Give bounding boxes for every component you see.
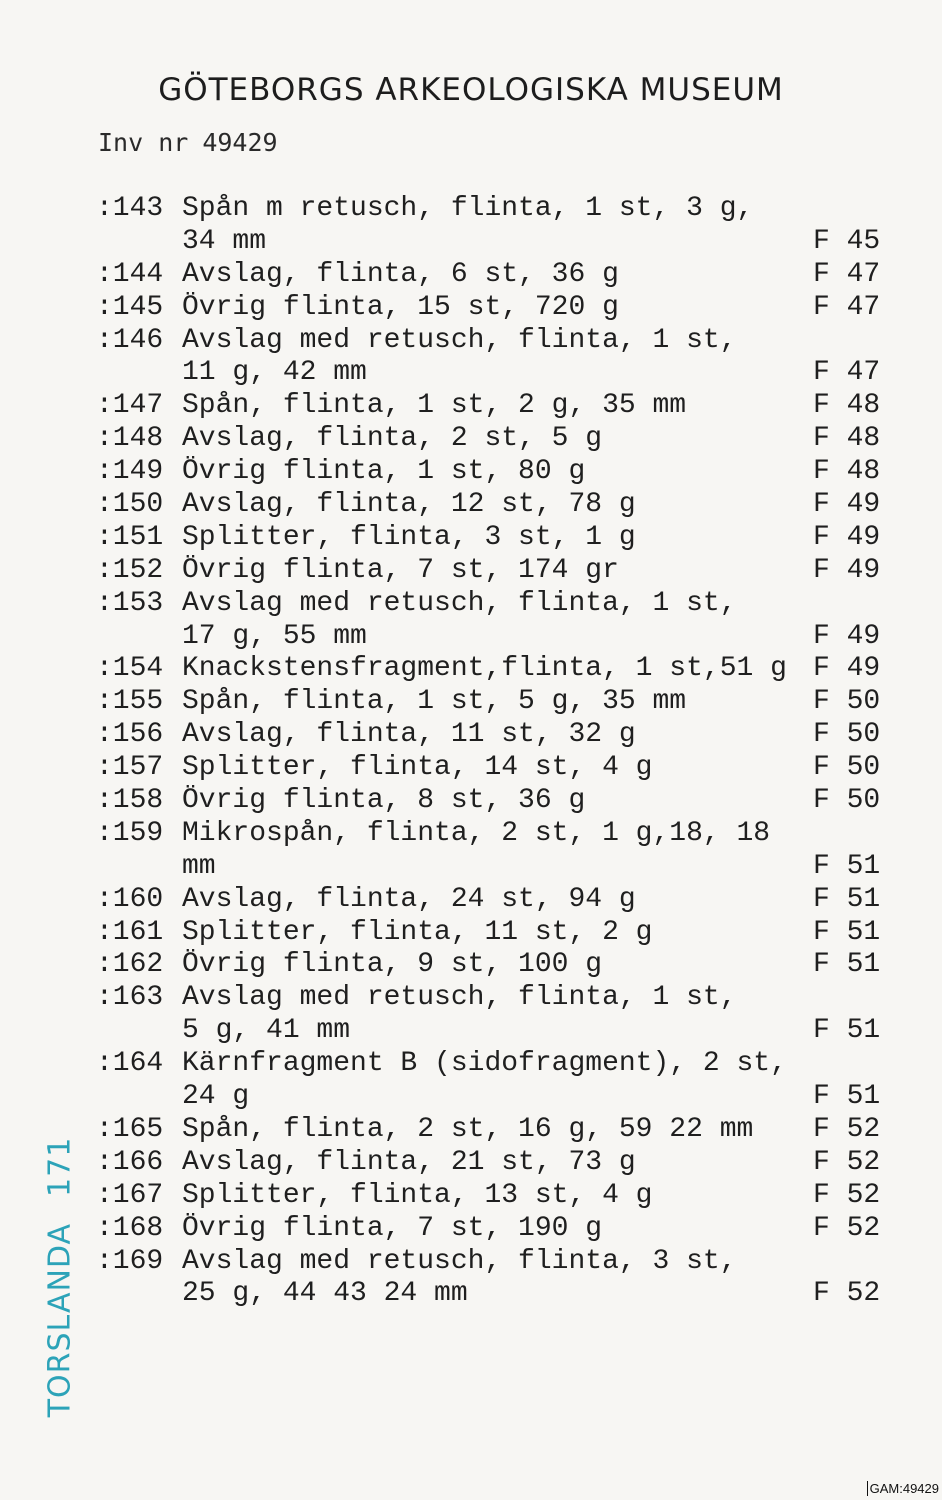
item-description: 11 g, 42 mm	[182, 357, 367, 389]
item-find-number: F 51	[813, 1015, 881, 1047]
list-item	[96, 390, 896, 423]
item-number: :143	[96, 193, 164, 224]
item-find-number: F 51	[813, 1081, 881, 1113]
item-find-number: F 47	[813, 258, 881, 290]
item-find-number: F 50	[813, 785, 881, 817]
list-item	[96, 259, 896, 292]
item-number: :167	[96, 1179, 164, 1211]
item-number: :168	[96, 1212, 164, 1244]
item-description: Övrig flinta, 9 st, 100 g	[182, 949, 603, 981]
list-item	[96, 423, 896, 456]
item-number: :150	[96, 489, 164, 521]
item-find-number: F 51	[813, 850, 881, 882]
list-item	[96, 653, 896, 686]
item-number: :151	[96, 521, 164, 553]
item-number: :146	[96, 324, 164, 356]
list-item	[96, 785, 896, 818]
inventory-value: 49429	[202, 128, 278, 157]
item-description: Spån, flinta, 1 st, 2 g, 35 mm	[182, 390, 687, 422]
list-item	[96, 752, 896, 785]
item-description: Övrig flinta, 15 st, 720 g	[182, 291, 619, 323]
item-find-number: F 52	[813, 1113, 881, 1145]
item-find-number: F 45	[813, 225, 881, 257]
item-number: :145	[96, 291, 164, 323]
item-number: :169	[96, 1245, 164, 1277]
item-description: Splitter, flinta, 11 st, 2 g	[182, 916, 653, 948]
item-find-number: F 51	[813, 916, 881, 948]
item-find-number: F 49	[813, 620, 881, 652]
item-number: :160	[96, 883, 164, 915]
list-item	[96, 1213, 896, 1246]
item-list	[96, 193, 896, 1311]
item-number: :158	[96, 785, 164, 817]
archive-reference: GAM:49429	[867, 1481, 939, 1496]
item-description: 24 g	[182, 1081, 250, 1113]
item-find-number: F 50	[813, 719, 881, 751]
list-item	[96, 1147, 896, 1180]
item-description: Mikrospån, flinta, 2 st, 1 g,18, 18	[182, 817, 771, 849]
item-find-number: F 49	[813, 554, 881, 586]
item-number: :153	[96, 587, 164, 619]
list-item	[96, 555, 896, 588]
item-find-number: F 50	[813, 752, 881, 784]
list-item	[96, 1246, 896, 1279]
side-note-place: TORSLANDA	[42, 1222, 78, 1418]
list-item	[96, 522, 896, 555]
item-description: Kärnfragment B (sidofragment), 2 st,	[182, 1048, 787, 1080]
item-number: :161	[96, 916, 164, 948]
list-item	[96, 1015, 896, 1048]
item-number: :152	[96, 554, 164, 586]
list-item	[96, 719, 896, 752]
list-item	[96, 193, 896, 226]
item-description: Splitter, flinta, 13 st, 4 g	[182, 1179, 653, 1211]
item-find-number: F 50	[813, 686, 881, 718]
item-find-number: F 52	[813, 1278, 881, 1310]
item-find-number: F 52	[813, 1212, 881, 1244]
list-item	[96, 588, 896, 621]
item-description: Övrig flinta, 7 st, 190 g	[182, 1212, 603, 1244]
item-find-number: F 51	[813, 883, 881, 915]
item-description: Övrig flinta, 8 st, 36 g	[182, 785, 586, 817]
list-item	[96, 818, 896, 851]
list-item	[96, 1081, 896, 1114]
list-item	[96, 1048, 896, 1081]
list-item	[96, 1114, 896, 1147]
item-number: :166	[96, 1146, 164, 1178]
item-find-number: F 48	[813, 390, 881, 422]
list-item	[96, 357, 896, 390]
list-item	[96, 851, 896, 884]
item-description: 17 g, 55 mm	[182, 620, 367, 652]
item-number: :162	[96, 949, 164, 981]
item-find-number: F 49	[813, 653, 881, 685]
inventory-number	[98, 128, 292, 157]
item-description: Avslag, flinta, 2 st, 5 g	[182, 423, 603, 455]
item-description: Spån, flinta, 2 st, 16 g, 59 22 mm	[182, 1113, 754, 1145]
item-description: Spån, flinta, 1 st, 5 g, 35 mm	[182, 686, 687, 718]
item-description: mm	[182, 850, 216, 882]
item-description: Spån m retusch, flinta, 1 st, 3 g,	[182, 193, 754, 224]
item-number: :148	[96, 423, 164, 455]
item-find-number: F 52	[813, 1146, 881, 1178]
item-find-number: F 51	[813, 949, 881, 981]
list-item	[96, 226, 896, 259]
item-number: :156	[96, 719, 164, 751]
list-item	[96, 884, 896, 917]
item-number: :155	[96, 686, 164, 718]
item-description: 34 mm	[182, 225, 267, 257]
item-number: :163	[96, 982, 164, 1014]
item-description: Avslag, flinta, 11 st, 32 g	[182, 719, 636, 751]
item-number: :147	[96, 390, 164, 422]
item-number: :149	[96, 456, 164, 488]
list-item	[96, 325, 896, 358]
list-item	[96, 489, 896, 522]
inventory-label: Inv nr	[98, 128, 189, 157]
item-find-number: F 48	[813, 456, 881, 488]
item-description: Splitter, flinta, 3 st, 1 g	[182, 521, 636, 553]
item-description: Splitter, flinta, 14 st, 4 g	[182, 752, 653, 784]
item-description: Avslag med retusch, flinta, 1 st,	[182, 324, 737, 356]
list-item	[96, 292, 896, 325]
museum-title: GÖTEBORGS ARKEOLOGISKA MUSEUM	[158, 72, 784, 108]
item-description: Avslag, flinta, 12 st, 78 g	[182, 489, 636, 521]
list-item	[96, 949, 896, 982]
list-item	[96, 982, 896, 1015]
item-find-number: F 47	[813, 291, 881, 323]
item-description: Knackstensfragment,flinta, 1 st,51 g	[182, 653, 787, 685]
list-item	[96, 456, 896, 489]
item-description: Avslag, flinta, 21 st, 73 g	[182, 1146, 636, 1178]
list-item	[96, 686, 896, 719]
item-description: Avslag, flinta, 6 st, 36 g	[182, 258, 619, 290]
item-description: Avslag, flinta, 24 st, 94 g	[182, 883, 636, 915]
list-item	[96, 621, 896, 654]
list-item	[96, 1278, 896, 1311]
list-item	[96, 1180, 896, 1213]
item-find-number: F 47	[813, 357, 881, 389]
item-description: Avslag med retusch, flinta, 1 st,	[182, 587, 737, 619]
item-description: Avslag med retusch, flinta, 3 st,	[182, 1245, 737, 1277]
handwritten-side-note	[43, 1111, 78, 1418]
item-number: :154	[96, 653, 164, 685]
list-item	[96, 917, 896, 950]
side-note-number: 171	[42, 1136, 78, 1197]
item-description: Avslag med retusch, flinta, 1 st,	[182, 982, 737, 1014]
item-number: :157	[96, 752, 164, 784]
item-description: Övrig flinta, 1 st, 80 g	[182, 456, 586, 488]
item-description: 25 g, 44 43 24 mm	[182, 1278, 468, 1310]
item-number: :159	[96, 817, 164, 849]
item-find-number: F 49	[813, 489, 881, 521]
item-description: 5 g, 41 mm	[182, 1015, 351, 1047]
item-number: :144	[96, 258, 164, 290]
item-find-number: F 49	[813, 521, 881, 553]
item-description: Övrig flinta, 7 st, 174 gr	[182, 554, 619, 586]
item-find-number: F 48	[813, 423, 881, 455]
item-find-number: F 52	[813, 1179, 881, 1211]
item-number: :165	[96, 1113, 164, 1145]
item-number: :164	[96, 1048, 164, 1080]
